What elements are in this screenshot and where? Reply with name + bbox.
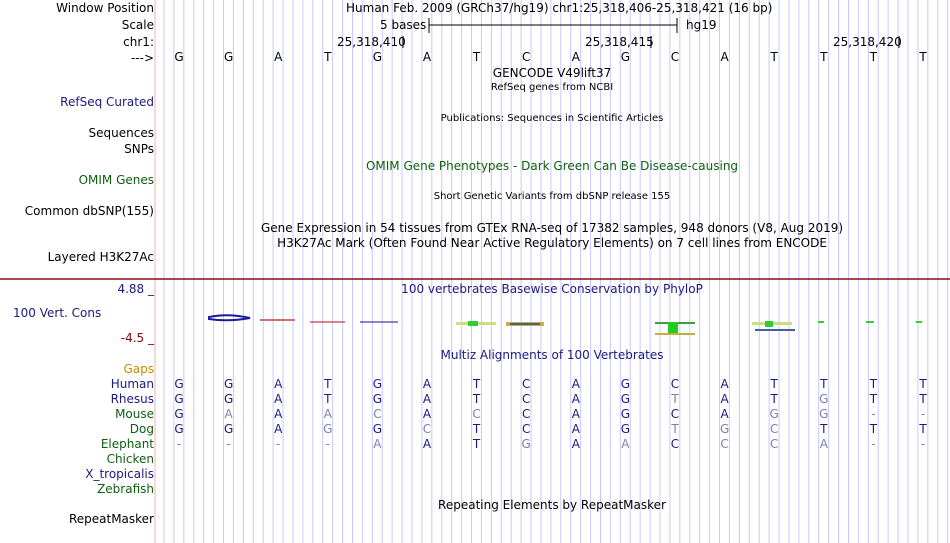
aligned-base: G (372, 377, 383, 391)
aligned-base: C (720, 437, 729, 451)
aligned-base: A (571, 392, 580, 406)
coordinate-tick: 25,318,415 (585, 35, 654, 49)
aligned-base: G (620, 392, 631, 406)
aligned-base: G (620, 422, 631, 436)
snps-label[interactable]: SNPs (124, 142, 154, 156)
scale-text: 5 bases (380, 18, 427, 32)
aligned-base: G (819, 407, 829, 421)
species-label[interactable]: Human (110, 377, 154, 391)
aligned-base: A (323, 407, 332, 421)
aligned-base: A (422, 377, 432, 391)
aligned-base: - (871, 407, 876, 421)
window-position-label: Window Position (56, 1, 154, 15)
aligned-base: G (769, 407, 779, 421)
aligned-base: G (174, 392, 184, 406)
aligned-base: A (621, 437, 630, 451)
repeatmasker-label[interactable]: RepeatMasker (68, 512, 154, 526)
aligned-base: G (223, 392, 234, 406)
aligned-base: T (919, 392, 927, 406)
aligned-base: G (372, 392, 383, 406)
aligned-base: T (820, 422, 828, 436)
aligned-base: - (226, 437, 231, 451)
aligned-base: A (274, 407, 283, 421)
layered-h3k27ac-label[interactable]: Layered H3K27Ac (47, 250, 154, 264)
reference-base: T (919, 50, 927, 64)
reference-base: G (223, 50, 234, 64)
reference-base: C (521, 50, 531, 64)
aligned-base: C (769, 422, 779, 436)
omim-genes-label[interactable]: OMIM Genes (78, 173, 154, 187)
aligned-base: T (671, 392, 679, 406)
species-label[interactable]: Rhesus (110, 392, 154, 406)
aligned-base: - (176, 437, 182, 451)
aligned-base: G (372, 422, 383, 436)
aligned-base: A (422, 437, 432, 451)
aligned-base: A (274, 392, 283, 406)
species-label[interactable]: Dog (129, 422, 154, 436)
phylop-track-title[interactable]: 100 vertebrates Basewise Conservation by PhyloP (401, 282, 703, 296)
gencode-track-title[interactable]: GENCODE V49lift37 (492, 66, 612, 80)
reference-base: A (422, 50, 432, 64)
aligned-base: A (571, 407, 580, 421)
aligned-base: - (920, 437, 926, 451)
aligned-base: T (869, 392, 878, 406)
aligned-base: A (224, 407, 233, 421)
reference-base: C (670, 50, 680, 64)
aligned-base: G (223, 422, 234, 436)
reference-base: T (324, 50, 332, 64)
aligned-base: C (521, 407, 531, 421)
reference-base: A (720, 50, 729, 64)
aligned-base: A (571, 437, 580, 451)
gaps-label[interactable]: Gaps (123, 362, 154, 376)
aligned-base: C (670, 407, 680, 421)
aligned-base: A (422, 392, 432, 406)
aligned-base: G (719, 422, 730, 436)
gtex-track-title[interactable]: Gene Expression in 54 tissues from GTEx RNA-seq of 17382 samples, 948 donors (V8, Aug 2019) (260, 221, 844, 235)
aligned-base: C (521, 422, 531, 436)
aligned-base: T (324, 377, 332, 391)
common-dbsnp-label[interactable]: Common dbSNP(155) (24, 204, 154, 218)
aligned-base: G (323, 422, 333, 436)
aligned-base: A (720, 392, 729, 406)
aligned-base: T (472, 422, 481, 436)
reference-base: T (472, 50, 481, 64)
aligned-base: C (769, 437, 779, 451)
vert-cons-label[interactable]: 100 Vert. Cons (13, 306, 102, 320)
aligned-base: A (274, 377, 283, 391)
reference-base: G (620, 50, 631, 64)
coordinate-tick: 25,318,410 (337, 35, 406, 49)
reference-base: T (770, 50, 778, 64)
aligned-base: A (720, 377, 729, 391)
aligned-base: A (373, 437, 382, 451)
aligned-base: A (571, 422, 580, 436)
aligned-base: C (422, 422, 432, 436)
aligned-base: C (373, 407, 382, 421)
scale-label: Scale (121, 18, 154, 32)
reference-base: A (274, 50, 283, 64)
phylop-min-value: -4.5 _ (120, 331, 154, 345)
aligned-base: T (472, 377, 481, 391)
sequences-label[interactable]: Sequences (88, 126, 154, 140)
window-position-value[interactable]: Human Feb. 2009 (GRCh37/hg19) chr1:25,318,406-25,318,421 (16 bp) (346, 1, 773, 15)
species-label[interactable]: Elephant (100, 437, 154, 451)
aligned-base: C (670, 377, 680, 391)
scale-assembly: hg19 (686, 18, 717, 32)
aligned-base: A (274, 422, 283, 436)
reference-base: T (820, 50, 828, 64)
dbsnp-track-title[interactable]: Short Genetic Variants from dbSNP release 155 (433, 191, 671, 202)
aligned-base: G (521, 437, 531, 451)
refseq-curated-label[interactable]: RefSeq Curated (60, 95, 154, 109)
aligned-base: T (770, 392, 778, 406)
multiz-track-title[interactable]: Multiz Alignments of 100 Vertebrates (440, 348, 664, 362)
publications-track-title[interactable]: Publications: Sequences in Scientific Articles (440, 113, 664, 124)
aligned-base: C (670, 437, 680, 451)
aligned-base: G (620, 407, 631, 421)
aligned-base: T (820, 377, 828, 391)
scale-bar (428, 17, 680, 35)
repeatmasker-track-title[interactable]: Repeating Elements by RepeatMasker (438, 498, 666, 512)
aligned-base: G (174, 422, 184, 436)
strand-label: ---> (130, 51, 154, 65)
aligned-base: G (620, 377, 631, 391)
aligned-base: T (869, 422, 878, 436)
aligned-base: T (472, 437, 481, 451)
aligned-base: T (324, 392, 332, 406)
aligned-base: G (174, 407, 184, 421)
aligned-base: T (472, 392, 481, 406)
reference-base: G (174, 50, 184, 64)
phylop-max-value: 4.88 _ (117, 282, 154, 296)
aligned-base: C (521, 377, 531, 391)
aligned-base: - (920, 407, 926, 421)
omim-track-title[interactable]: OMIM Gene Phenotypes - Dark Green Can Be Disease-causing (365, 159, 739, 173)
aligned-base: A (422, 407, 432, 421)
aligned-base: G (223, 377, 234, 391)
aligned-base: A (819, 437, 828, 451)
coordinate-tick: 25,318,420 (833, 35, 902, 49)
aligned-base: G (174, 377, 184, 391)
aligned-base: C (521, 392, 531, 406)
reference-base: A (571, 50, 580, 64)
aligned-base: T (770, 377, 778, 391)
coordinate-tick-marks (0, 34, 950, 50)
species-label[interactable]: Chicken (106, 452, 154, 466)
species-label[interactable]: Mouse (115, 407, 154, 421)
aligned-base: T (919, 422, 927, 436)
aligned-base: C (472, 407, 481, 421)
aligned-base: T (919, 377, 927, 391)
h3k27ac-track-title[interactable]: H3K27Ac Mark (Often Found Near Active Regulatory Elements) on 7 cell lines from ENCODE (277, 236, 827, 250)
aligned-base: A (720, 407, 729, 421)
reference-base: G (372, 50, 383, 64)
reference-base: T (869, 50, 878, 64)
phylop-conservation-plot[interactable] (0, 300, 950, 340)
aligned-base: T (869, 377, 878, 391)
refseq-track-subtitle[interactable]: RefSeq genes from NCBI (490, 82, 614, 93)
aligned-base: A (571, 377, 580, 391)
aligned-base: - (871, 437, 876, 451)
species-label[interactable]: Zebrafish (97, 482, 154, 496)
aligned-base: G (819, 392, 829, 406)
species-label[interactable]: X_tropicalis (85, 467, 154, 481)
chrom-label: chr1: (123, 35, 154, 49)
aligned-base: - (325, 437, 330, 451)
aligned-base: T (671, 422, 679, 436)
aligned-base: - (276, 437, 281, 451)
